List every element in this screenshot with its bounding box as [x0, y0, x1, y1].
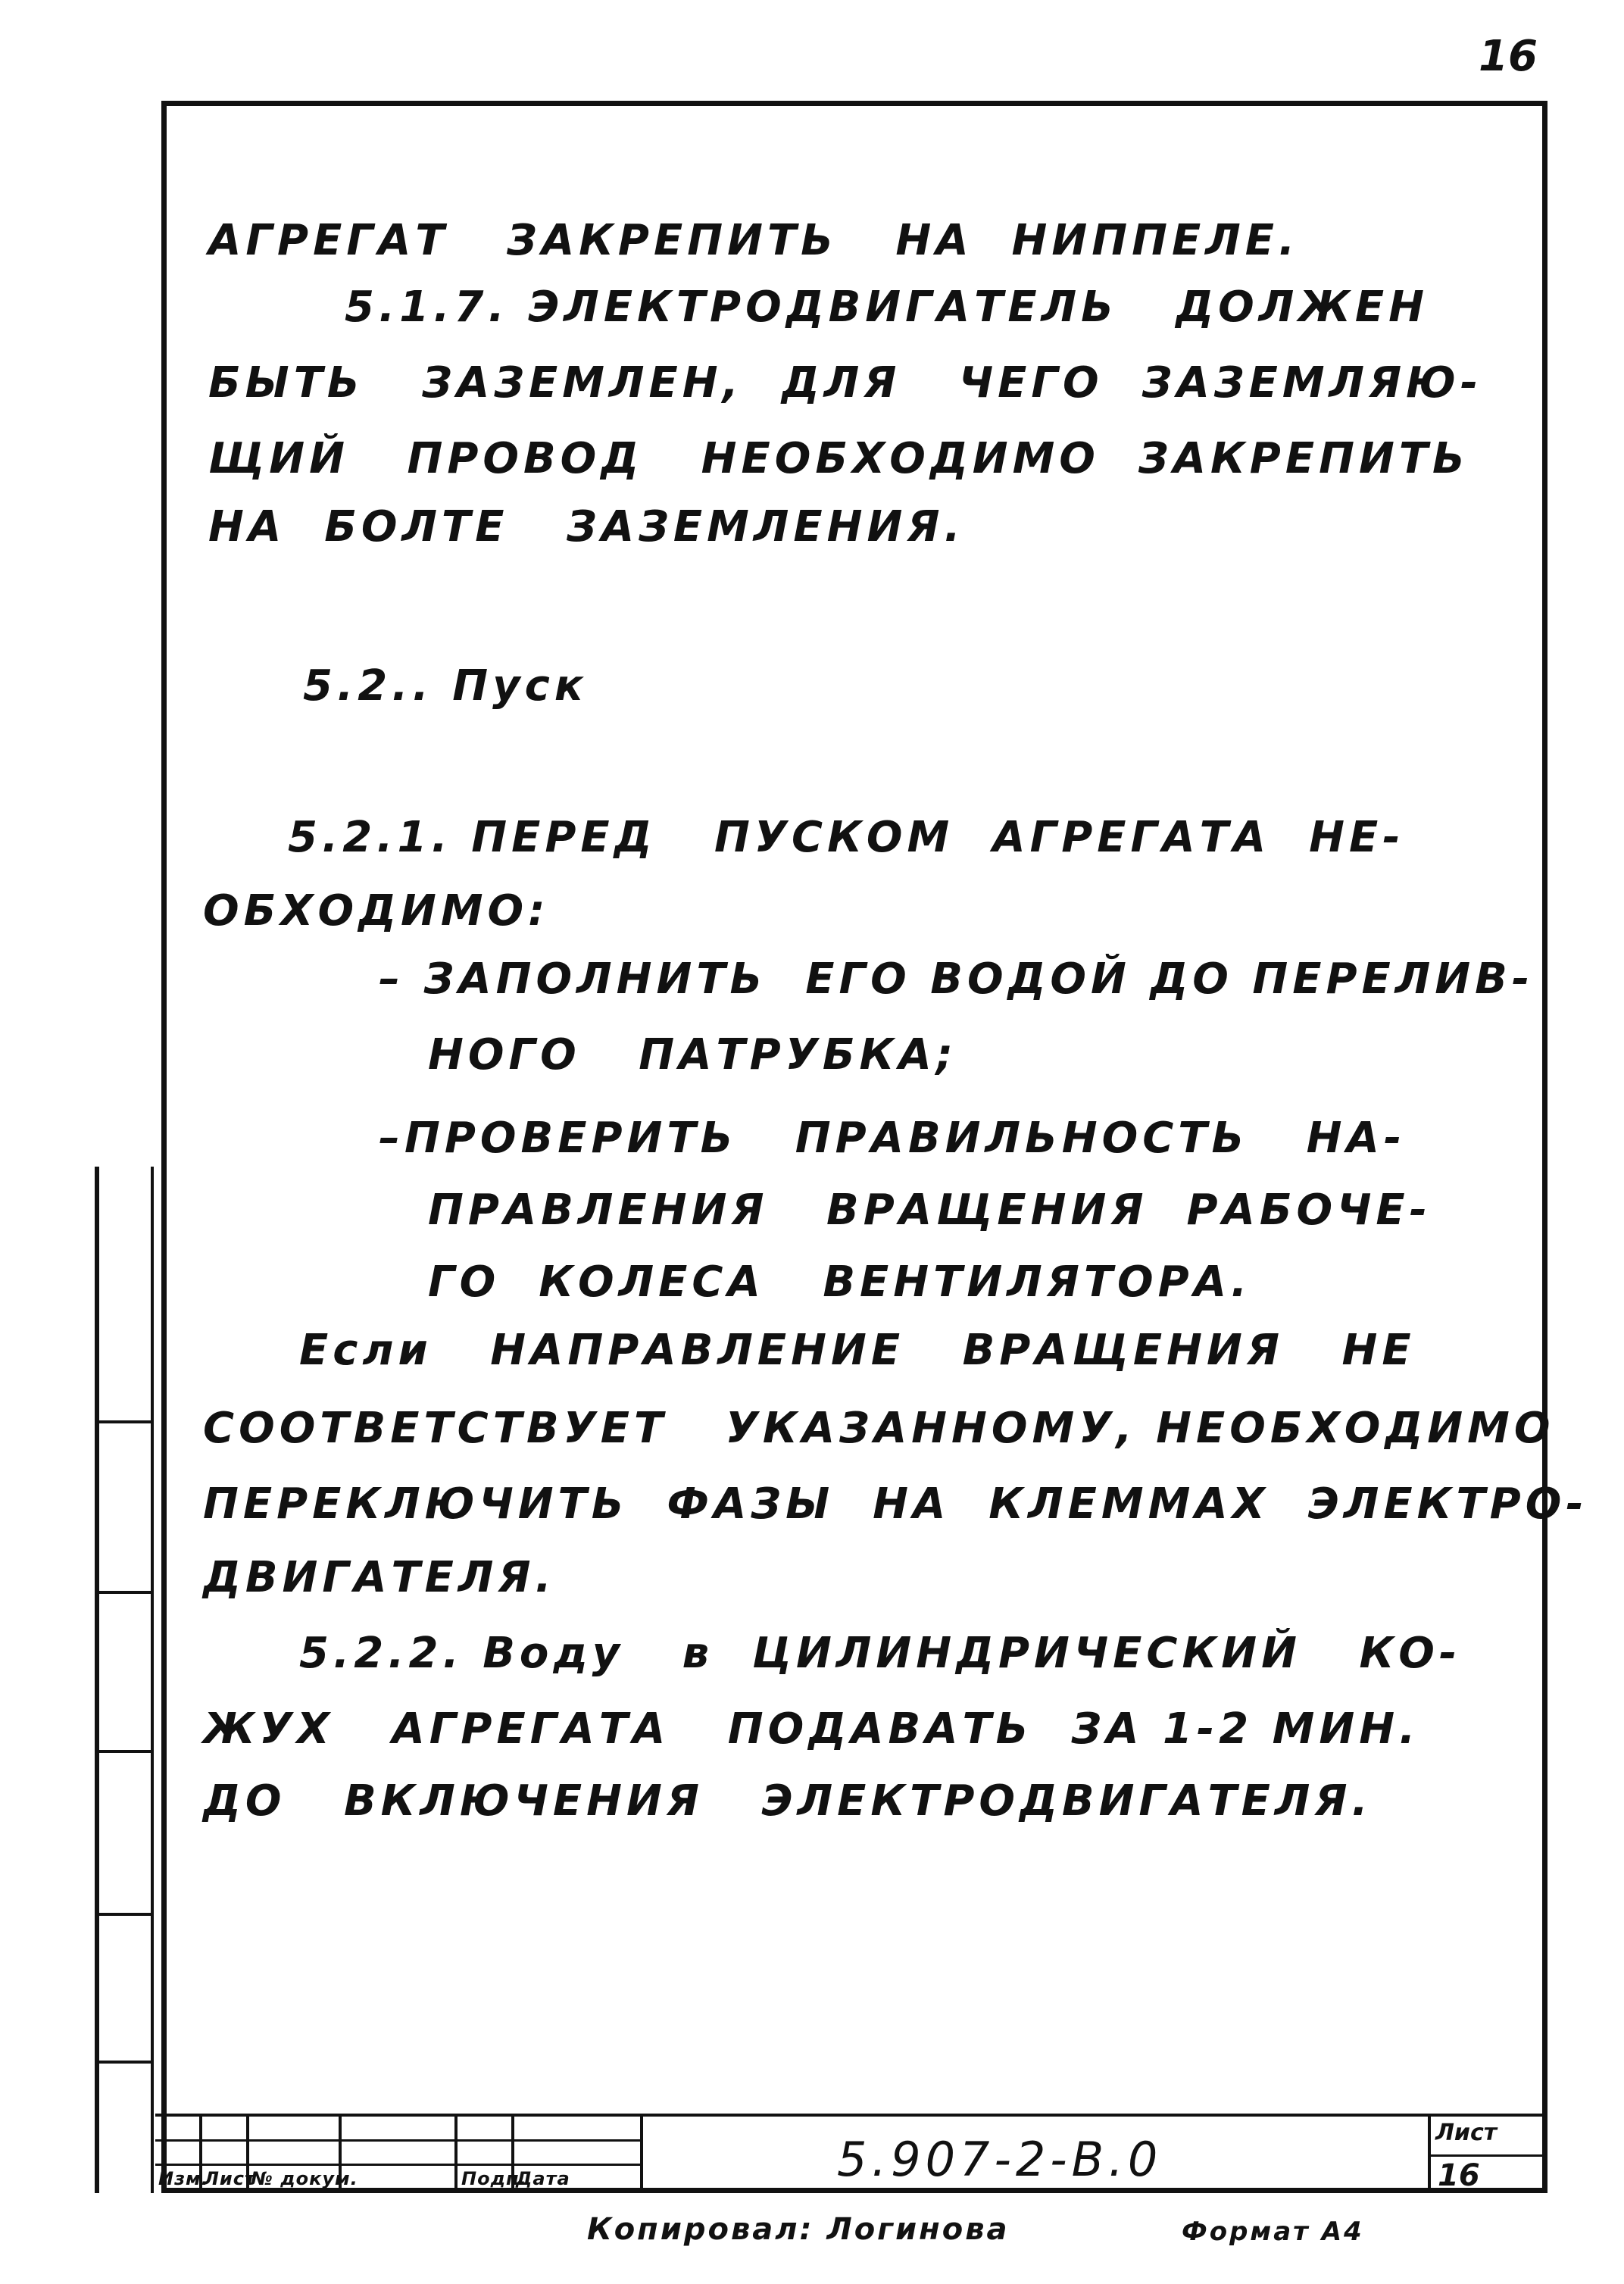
text-line: ДО ВКЛЮЧЕНИЯ ЭЛЕКТРОДВИГАТЕЛЯ.	[203, 1776, 1373, 1826]
text-line: АГРЕГАТ ЗАКРЕПИТЬ НА НИППЕЛЕ.	[208, 216, 1300, 265]
stamp-label-change: Изм.	[158, 2168, 209, 2189]
document-code: 5.907-2-В.0	[837, 2132, 1163, 2187]
text-line: 5.2.1. ПЕРЕД ПУСКОМ АГРЕГАТА НЕ-	[288, 813, 1405, 862]
text-line: НОГО ПАТРУБКА;	[428, 1030, 958, 1080]
text-line: Если НАПРАВЛЕНИЕ ВРАЩЕНИЯ НЕ	[299, 1326, 1416, 1375]
list-item: –ПРОВЕРИТЬ ПРАВИЛЬНОСТЬ НА-	[379, 1114, 1407, 1163]
text-line: СООТВЕТСТВУЕТ УКАЗАННОМУ, НЕОБХОДИМО	[203, 1404, 1555, 1453]
side-strip	[95, 1167, 154, 2193]
text-line: ГО КОЛЕСА ВЕНТИЛЯТОРА.	[428, 1258, 1252, 1307]
list-item: – ЗАПОЛНИТЬ ЕГО ВОДОЙ ДО ПЕРЕЛИВ-	[379, 955, 1535, 1004]
text-line: ЖУХ АГРЕГАТА ПОДАВАТЬ ЗА 1-2 МИН.	[203, 1704, 1420, 1754]
text-line: 5.1.7. ЭЛЕКТРОДВИГАТЕЛЬ ДОЛЖЕН	[345, 283, 1429, 332]
stamp-label-date: Дата	[516, 2168, 570, 2189]
stamp-label-signature: Подп.	[461, 2168, 527, 2189]
text-line: 5.2.2. Воду в ЦИЛИНДРИЧЕСКИЙ КО-	[299, 1629, 1462, 1678]
sheet-number: 16	[1438, 2158, 1480, 2193]
text-line: БЫТЬ ЗАЗЕМЛЕН, ДЛЯ ЧЕГО ЗАЗЕМЛЯЮ-	[208, 358, 1483, 408]
section-heading: 5.2.. Пуск	[303, 661, 588, 711]
text-line: ПЕРЕКЛЮЧИТЬ ФАЗЫ НА КЛЕММАХ ЭЛЕКТРО-	[203, 1479, 1588, 1529]
text-line: ДВИГАТЕЛЯ.	[203, 1553, 556, 1602]
text-line: ОБХОДИМО:	[203, 886, 550, 936]
text-line: НА БОЛТЕ ЗАЗЕМЛЕНИЯ.	[208, 502, 965, 551]
text-line: ПРАВЛЕНИЯ ВРАЩЕНИЯ РАБОЧЕ-	[428, 1186, 1432, 1235]
stamp-label-doc-number: № докум.	[251, 2168, 358, 2189]
page-number: 16	[1479, 32, 1538, 81]
sheet-label: Лист	[1435, 2120, 1498, 2146]
text-line: ЩИЙ ПРОВОД НЕОБХОДИМО ЗАКРЕПИТЬ	[208, 434, 1469, 483]
stamp-label-sheet: Лист	[204, 2168, 256, 2189]
copied-by-note: Копировал: Логинова	[587, 2212, 1010, 2247]
format-note: Формат А4	[1182, 2217, 1364, 2247]
title-block	[155, 2114, 1547, 2193]
